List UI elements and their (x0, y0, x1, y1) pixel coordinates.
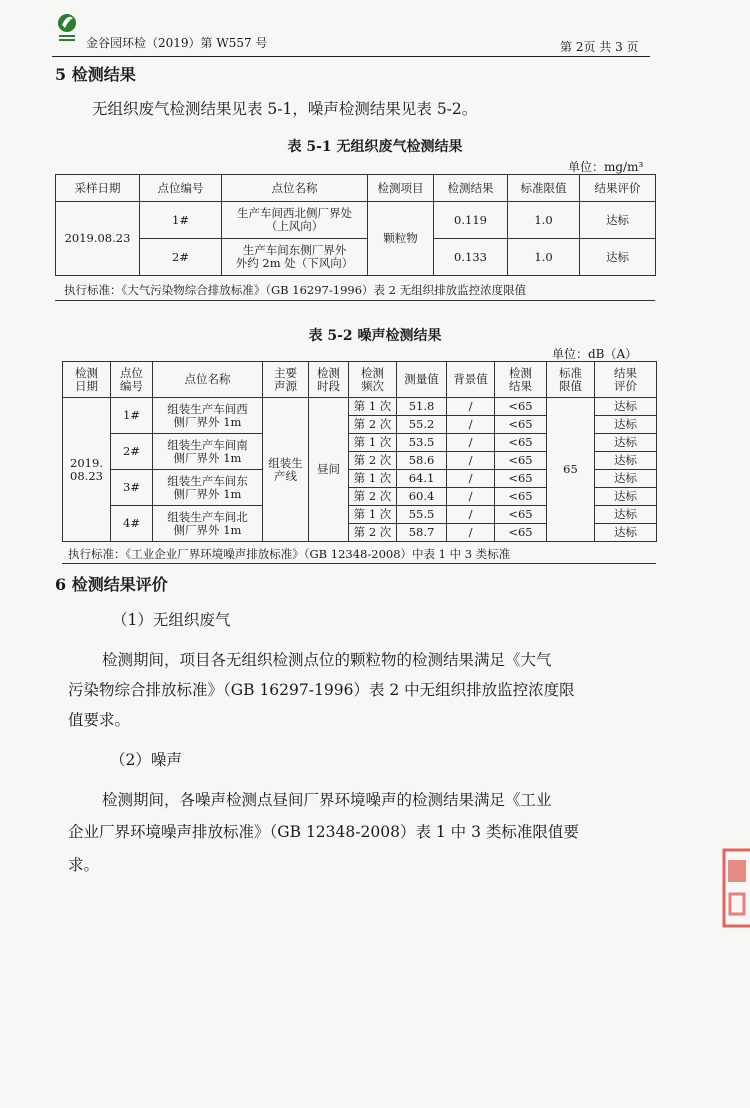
background-value: / (447, 452, 495, 470)
background-value: / (447, 524, 495, 542)
table2-header-source (263, 362, 309, 398)
table2-header-code (111, 362, 153, 398)
eval-value: 达标 (595, 434, 657, 452)
table1-date: 2019.08.23 (56, 202, 140, 276)
table1 (55, 174, 656, 276)
table2-caption: 表 5-2 噪声检测结果 (308, 328, 442, 344)
section6-sub1: （1）无组织废气 (112, 611, 231, 629)
freq: 第 2 次 (349, 416, 397, 434)
header-line: 检测 (317, 365, 340, 380)
table2-source (263, 398, 309, 542)
measured-value: 55.2 (397, 416, 447, 434)
table2-header-freq (349, 362, 397, 398)
table2-header-result (495, 362, 547, 398)
background-value: / (447, 506, 495, 524)
name-line: 外约 2m 处（下风向） (235, 256, 354, 270)
table1-point-name (222, 239, 368, 276)
section6-text2-line1: 检测期间，各噪声检测点昼间厂界环境噪声的检测结果满足《工业 (102, 791, 552, 809)
header-line: 日期 (75, 378, 98, 393)
header-line: 评价 (614, 378, 637, 393)
table2-standard: 执行标准：《工业企业厂界环境噪声排放标准》（GB 12348-2008）中表 1 中 3 类标准 (68, 547, 511, 561)
name-line: 生产车间东侧厂界外 (242, 243, 347, 257)
section6-text1-line1: 检测期间，项目各无组织检测点位的颗粒物的检测结果满足《大气 (102, 651, 552, 669)
header-line: 结果 (614, 365, 637, 380)
name-line: 组装生产车间西 (167, 401, 248, 416)
table1-code: 1# (140, 202, 222, 239)
name-line: （上风向） (265, 219, 324, 233)
freq: 第 2 次 (349, 524, 397, 542)
eval-value: 达标 (595, 524, 657, 542)
name-line: 生产车间西北侧厂界处 (237, 206, 352, 220)
table2-code: 4# (111, 506, 153, 542)
table2-limit: 65 (547, 398, 595, 542)
freq: 第 1 次 (349, 506, 397, 524)
table2-point-name (153, 506, 263, 542)
table1-standard: 执行标准：《大气污染物综合排放标准》（GB 16297-1996）表 2 无组织排放监控浓度限值 (64, 283, 527, 297)
section5-intro: 无组织废气检测结果见表 5-1，噪声检测结果见表 5-2。 (92, 100, 478, 118)
name-line: 组装生产车间东 (167, 473, 248, 488)
table2-unit: 单位：dB（A） (552, 347, 638, 361)
table1-bottom-rule (55, 300, 655, 301)
header-line: 标准 (559, 365, 582, 380)
header-line: 声源 (274, 378, 297, 393)
result-value: <65 (495, 452, 547, 470)
table2-header-limit (547, 362, 595, 398)
table1-eval: 达标 (580, 202, 656, 239)
source-line: 产线 (274, 468, 297, 483)
table2-point-name (153, 470, 263, 506)
name-line: 侧厂界外 1m (173, 450, 242, 465)
source-line: 组装生 (268, 455, 303, 470)
section6-text1-line2: 污染物综合排放标准》（GB 16297-1996）表 2 中无组织排放监控浓度限 (68, 681, 575, 699)
table2-header-name: 点位名称 (153, 362, 263, 398)
header-line: 限值 (559, 378, 582, 393)
date-line: 08.23 (70, 468, 103, 483)
table2-point-name (153, 434, 263, 470)
page-info: 第 2页 共 3 页 (560, 40, 639, 54)
table2-code: 3# (111, 470, 153, 506)
table1-eval: 达标 (580, 239, 656, 276)
table-row (56, 202, 656, 239)
eval-value: 达标 (595, 398, 657, 416)
table1-header-item: 检测项目 (368, 175, 434, 202)
background-value: / (447, 434, 495, 452)
table1-code: 2# (140, 239, 222, 276)
table2-bottom-rule (62, 563, 656, 564)
table1-point-name (222, 202, 368, 239)
seal-stamp-icon (722, 848, 750, 928)
background-value: / (447, 416, 495, 434)
header-line: 检测 (75, 365, 98, 380)
measured-value: 55.5 (397, 506, 447, 524)
table2-date (63, 398, 111, 542)
background-value: / (447, 398, 495, 416)
eval-value: 达标 (595, 488, 657, 506)
result-value: <65 (495, 398, 547, 416)
freq: 第 2 次 (349, 452, 397, 470)
name-line: 组装生产车间北 (167, 509, 248, 524)
section5-title: 5 检测结果 (55, 65, 136, 84)
table1-result: 0.133 (434, 239, 508, 276)
eval-value: 达标 (595, 416, 657, 434)
measured-value: 58.6 (397, 452, 447, 470)
table2-code: 1# (111, 398, 153, 434)
date-line: 2019. (70, 455, 103, 470)
measured-value: 60.4 (397, 488, 447, 506)
table1-item: 颗粒物 (368, 202, 434, 276)
header-line: 检测 (361, 365, 384, 380)
table1-limit: 1.0 (508, 202, 580, 239)
table2 (62, 361, 657, 542)
measured-value: 64.1 (397, 470, 447, 488)
background-value: / (447, 470, 495, 488)
section6-text2-line3: 求。 (68, 856, 100, 874)
table2-header-background: 背景值 (447, 362, 495, 398)
eval-value: 达标 (595, 506, 657, 524)
table1-header-eval: 结果评价 (580, 175, 656, 202)
name-line: 侧厂界外 1m (173, 486, 242, 501)
table1-header-limit: 标准限值 (508, 175, 580, 202)
result-value: <65 (495, 434, 547, 452)
table-row (63, 398, 657, 416)
table1-limit: 1.0 (508, 239, 580, 276)
table2-header-eval (595, 362, 657, 398)
table2-header-period (309, 362, 349, 398)
header-line: 点位 (120, 365, 143, 380)
eval-value: 达标 (595, 452, 657, 470)
name-line: 侧厂界外 1m (173, 414, 242, 429)
result-value: <65 (495, 470, 547, 488)
freq: 第 1 次 (349, 398, 397, 416)
result-value: <65 (495, 506, 547, 524)
table1-caption: 表 5-1 无组织废气检测结果 (287, 139, 463, 155)
table2-point-name (153, 398, 263, 434)
table1-header-name: 点位名称 (222, 175, 368, 202)
table1-result: 0.119 (434, 202, 508, 239)
header-line: 频次 (361, 378, 384, 393)
table1-header-result: 检测结果 (434, 175, 508, 202)
table1-header-code: 点位编号 (140, 175, 222, 202)
freq: 第 1 次 (349, 470, 397, 488)
section6-title: 6 检测结果评价 (55, 575, 168, 594)
company-logo-icon (56, 12, 78, 46)
table2-code: 2# (111, 434, 153, 470)
header-line: 时段 (317, 378, 340, 393)
measured-value: 51.8 (397, 398, 447, 416)
table1-header-row (56, 175, 656, 202)
table1-unit: 单位：mg/m³ (568, 160, 644, 174)
table2-header-row (63, 362, 657, 398)
header-line: 结果 (509, 378, 532, 393)
table2-period: 昼间 (309, 398, 349, 542)
table-row (56, 239, 656, 276)
result-value: <65 (495, 524, 547, 542)
freq: 第 2 次 (349, 488, 397, 506)
result-value: <65 (495, 488, 547, 506)
table2-header-date (63, 362, 111, 398)
measured-value: 53.5 (397, 434, 447, 452)
section6-text1-line3: 值要求。 (68, 711, 131, 729)
header-line: 检测 (509, 365, 532, 380)
table1-header-date: 采样日期 (56, 175, 140, 202)
header-line: 主要 (274, 365, 297, 380)
freq: 第 1 次 (349, 434, 397, 452)
eval-value: 达标 (595, 470, 657, 488)
section6-sub2: （2）噪声 (110, 751, 182, 769)
report-number: 金谷园环检（2019）第 W557 号 (86, 36, 268, 50)
background-value: / (447, 488, 495, 506)
name-line: 侧厂界外 1m (173, 522, 242, 537)
table2-header-measured: 测量值 (397, 362, 447, 398)
header-divider (52, 56, 650, 57)
section6-text2-line2: 企业厂界环境噪声排放标准》（GB 12348-2008）表 1 中 3 类标准限值要 (68, 823, 579, 841)
header-line: 编号 (120, 378, 143, 393)
name-line: 组装生产车间南 (167, 437, 248, 452)
result-value: <65 (495, 416, 547, 434)
measured-value: 58.7 (397, 524, 447, 542)
